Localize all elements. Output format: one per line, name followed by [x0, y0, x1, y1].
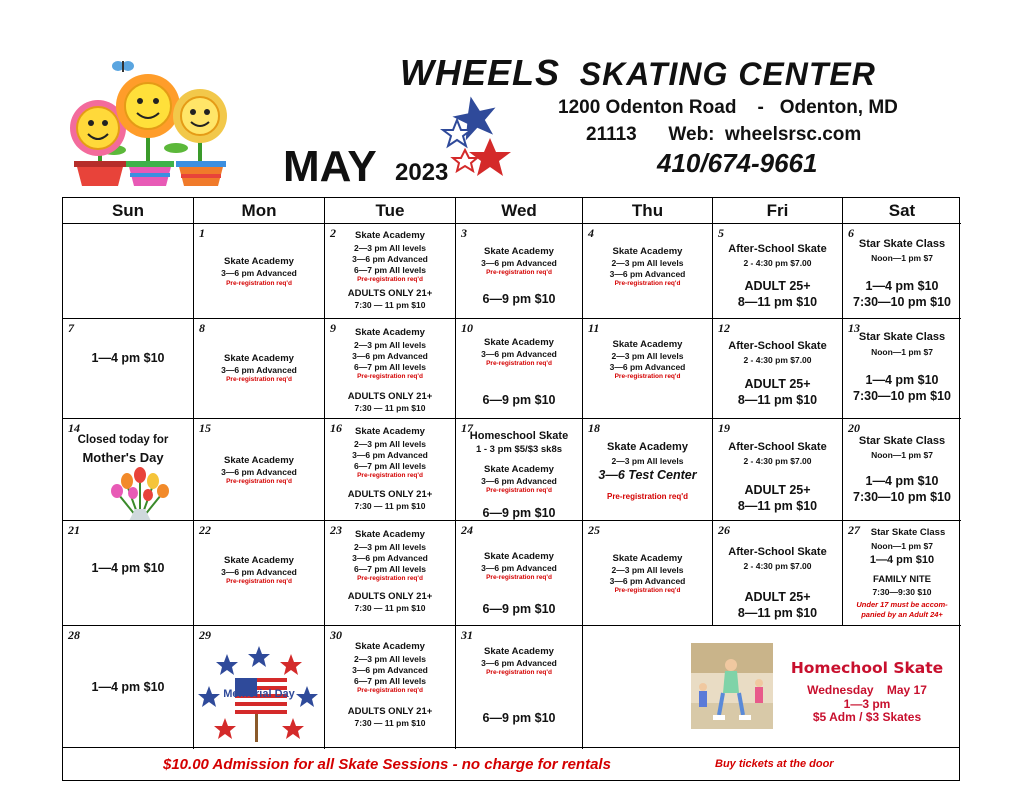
- event-title: Skate Academy: [224, 256, 294, 267]
- day-cell-23: [325, 520, 456, 625]
- event-note: Pre-registration req'd: [486, 669, 552, 676]
- skaters-photo: [691, 643, 773, 729]
- event-note: Pre-registration req'd: [226, 478, 292, 485]
- day-cell-7: [63, 318, 194, 418]
- event-title: ADULTS ONLY 21+: [347, 288, 433, 299]
- day-number: 2: [330, 226, 336, 240]
- event-time: 1—4 pm $10: [865, 279, 939, 293]
- promo-time: 1—3 pm: [843, 697, 891, 711]
- event-title: Skate Academy: [355, 327, 425, 338]
- event-title: ADULTS ONLY 21+: [347, 706, 433, 717]
- day-cell-15: [194, 418, 325, 520]
- day-cell-4: [583, 223, 713, 318]
- day-cell-empty: [63, 223, 194, 318]
- day-number: 9: [330, 321, 336, 335]
- homeschool-title: Homeschool Skate: [469, 430, 569, 442]
- day-cell-17: [456, 418, 583, 520]
- day-number: 15: [199, 421, 211, 435]
- day-cell-5: [713, 223, 843, 318]
- day-number: 31: [461, 628, 473, 642]
- event-title: ADULTS ONLY 21+: [347, 391, 433, 402]
- event-time: 3—6 pm Advanced: [481, 349, 557, 359]
- event-time: 7:30 — 11 pm $10: [354, 603, 426, 613]
- event-note: Pre-registration req'd: [614, 280, 681, 287]
- day-cell-2: [325, 223, 456, 318]
- event-time: 6—7 pm All levels: [354, 676, 426, 686]
- event-time: 2 - 4:30 pm $7.00: [743, 561, 812, 571]
- day-cell-29: [194, 625, 325, 749]
- memorial-day-banner: Memorial Day: [223, 688, 295, 700]
- event-time: 8—11 pm $10: [737, 606, 818, 620]
- footer-bar: [63, 747, 959, 780]
- day-number: 17: [461, 421, 473, 435]
- promo-date: Wednesday May 17: [807, 683, 927, 697]
- day-cell-21: [63, 520, 194, 625]
- day-cell-1: [194, 223, 325, 318]
- family-nite: FAMILY NITE: [872, 574, 932, 585]
- event-time: 6—9 pm $10: [482, 506, 556, 520]
- event-time: 2—3 pm All levels: [354, 542, 426, 552]
- event-title: ADULT 25+: [744, 279, 811, 293]
- event-title: Star Skate Class: [858, 331, 946, 343]
- event-time: 1—4 pm $10: [91, 561, 165, 575]
- day-cell-11: [583, 318, 713, 418]
- day-cell-22: [194, 520, 325, 625]
- year-title: 2023: [395, 159, 449, 186]
- event-time: 2—3 pm All levels: [354, 243, 426, 253]
- event-note: Pre-registration req'd: [486, 487, 552, 494]
- event-time: 7:30—9:30 $10: [872, 587, 932, 597]
- day-number: 27: [848, 523, 860, 537]
- event-time: 2 - 4:30 pm $7.00: [743, 258, 812, 268]
- event-time: 7:30—10 pm $10: [853, 389, 951, 403]
- event-time: 3—6 pm Advanced: [221, 268, 297, 278]
- event-note: Pre-registration req'd: [606, 492, 689, 501]
- event-time: 8—11 pm $10: [737, 393, 818, 407]
- event-note: Pre-registration req'd: [486, 360, 552, 367]
- day-cell-16: [325, 418, 456, 520]
- event-time: 1 - 3 pm $5/$3 sk8s: [475, 444, 563, 455]
- holiday-name: Mother's Day: [82, 450, 164, 465]
- day-cell-31: [456, 625, 583, 749]
- day-number: 8: [199, 321, 205, 335]
- event-time: 3—6 pm Advanced: [352, 553, 428, 563]
- day-cell-24: [456, 520, 583, 625]
- event-title: Skate Academy: [612, 246, 683, 257]
- event-time: 6—9 pm $10: [482, 393, 556, 407]
- day-cell-30: [325, 625, 456, 749]
- day-cell-13: [843, 318, 961, 418]
- day-number: 24: [461, 523, 473, 537]
- day-cell-10: [456, 318, 583, 418]
- day-cell-8: [194, 318, 325, 418]
- day-number: 19: [718, 421, 730, 435]
- event-time: 2—3 pm All levels: [611, 565, 684, 575]
- event-note: Pre-registration req'd: [614, 587, 681, 594]
- event-time: 2—3 pm All levels: [611, 351, 684, 361]
- day-cell-18: [583, 418, 713, 520]
- day-cell-28: [63, 625, 194, 749]
- stars-icon: [435, 92, 515, 180]
- event-title: Skate Academy: [224, 455, 294, 466]
- event-time: 3—6 pm Advanced: [481, 658, 557, 668]
- event-time: 1—4 pm $10: [91, 680, 165, 694]
- weekday-thu: Thu: [583, 198, 713, 223]
- day-cell-12: [713, 318, 843, 418]
- event-time: 2—3 pm All levels: [354, 340, 426, 350]
- day-number: 30: [330, 628, 342, 642]
- butterfly-icon: [112, 61, 134, 72]
- event-time: 3—6 pm Advanced: [352, 351, 428, 361]
- weekday-tue: Tue: [325, 198, 456, 223]
- day-number: 26: [718, 523, 730, 537]
- day-cell-27: [843, 520, 961, 625]
- event-time: 6—7 pm All levels: [354, 362, 426, 372]
- event-time: 3—6 pm Advanced: [221, 467, 297, 477]
- event-title: ADULT 25+: [744, 377, 811, 391]
- event-time: 3—6 pm Advanced: [481, 563, 557, 573]
- rink-name: WHEELS: [400, 52, 561, 93]
- event-title: Skate Academy: [355, 230, 425, 241]
- day-cell-14: [63, 418, 194, 520]
- day-number: 20: [848, 421, 860, 435]
- event-time: 7:30 — 11 pm $10: [354, 718, 426, 728]
- event-title: Skate Academy: [224, 555, 294, 566]
- day-number: 28: [68, 628, 80, 642]
- address-line-2: 21113 Web: wheelsrsc.com: [586, 124, 862, 145]
- event-time: 7:30 — 11 pm $10: [354, 403, 426, 413]
- event-title: Skate Academy: [484, 464, 554, 475]
- day-number: 12: [718, 321, 730, 335]
- event-time: Noon—1 pm $7: [871, 541, 933, 551]
- promo-price: $5 Adm / $3 Skates: [812, 710, 922, 724]
- event-time: 3—6 pm Advanced: [352, 254, 428, 264]
- event-note: Pre-registration req'd: [357, 575, 423, 582]
- event-time: 1—4 pm $10: [869, 554, 935, 566]
- event-time: 2—3 pm All levels: [611, 456, 684, 466]
- event-note: Pre-registration req'd: [357, 687, 423, 694]
- day-number: 13: [848, 321, 860, 335]
- event-title: ADULTS ONLY 21+: [347, 591, 433, 602]
- weekday-wed: Wed: [456, 198, 583, 223]
- day-cell-3: [456, 223, 583, 318]
- day-cell-20: [843, 418, 961, 520]
- test-center: 3—6 Test Center: [598, 468, 697, 482]
- day-number: 22: [199, 523, 211, 537]
- weekday-sat: Sat: [888, 201, 916, 220]
- event-title: After-School Skate: [728, 243, 827, 255]
- phone-number: 410/674-9661: [657, 148, 818, 178]
- admission-note: $10.00 Admission for all Skate Sessions - no charge for rentals: [163, 756, 611, 773]
- rink-name-rest: SKATING CENTER: [579, 56, 876, 92]
- event-note: Pre-registration req'd: [357, 276, 423, 283]
- event-time: 2 - 4:30 pm $7.00: [743, 355, 812, 365]
- event-time: 8—11 pm $10: [737, 295, 818, 309]
- event-time: 2—3 pm All levels: [354, 439, 426, 449]
- event-note: Pre-registration req'd: [226, 578, 292, 585]
- day-number: 25: [588, 523, 600, 537]
- event-title: Star Skate Class: [858, 435, 946, 447]
- event-title: Skate Academy: [612, 553, 683, 564]
- event-note: Pre-registration req'd: [486, 269, 552, 276]
- event-time: 3—6 pm Advanced: [221, 365, 297, 375]
- event-time: 6—9 pm $10: [482, 711, 556, 725]
- event-time: 6—7 pm All levels: [354, 564, 426, 574]
- event-time: 3—6 pm Advanced: [352, 450, 428, 460]
- day-number: 7: [68, 321, 74, 335]
- event-title: Star Skate Class: [858, 238, 946, 250]
- event-time: 3—6 pm Advanced: [221, 567, 297, 577]
- day-number: 10: [461, 321, 473, 335]
- event-note: Pre-registration req'd: [486, 574, 552, 581]
- event-time: 7:30—10 pm $10: [853, 490, 951, 504]
- event-time: 3—6 pm Advanced: [609, 269, 686, 279]
- event-time: 2—3 pm All levels: [354, 654, 426, 664]
- event-time: 7:30 — 11 pm $10: [354, 300, 426, 310]
- event-title: After-School Skate: [728, 340, 827, 352]
- event-time: 3—6 pm Advanced: [352, 665, 428, 675]
- month-title: MAY: [283, 142, 377, 191]
- event-title: ADULT 25+: [744, 483, 811, 497]
- event-title: Skate Academy: [484, 646, 554, 657]
- event-title: Skate Academy: [484, 337, 554, 348]
- event-note: Pre-registration req'd: [357, 472, 423, 479]
- age-note: panied by an Adult 24+: [861, 610, 943, 619]
- event-time: Noon—1 pm $7: [871, 347, 933, 357]
- event-title: Skate Academy: [355, 641, 425, 652]
- event-time: 6—7 pm All levels: [354, 461, 426, 471]
- event-note: Pre-registration req'd: [226, 280, 292, 287]
- event-time: 8—11 pm $10: [737, 499, 818, 513]
- day-number: 14: [68, 421, 80, 435]
- address-line-1: 1200 Odenton Road - Odenton, MD: [558, 97, 898, 118]
- event-title: Skate Academy: [612, 339, 683, 350]
- event-time: 3—6 pm Advanced: [609, 576, 686, 586]
- day-cell-9: [325, 318, 456, 418]
- day-number: 18: [588, 421, 600, 435]
- event-title: ADULTS ONLY 21+: [347, 489, 433, 500]
- day-number: 4: [588, 226, 594, 240]
- weekday-fri: Fri: [713, 198, 843, 223]
- event-title: ADULT 25+: [744, 590, 811, 604]
- tickets-note: Buy tickets at the door: [715, 758, 834, 770]
- weekday-mon: Mon: [194, 198, 325, 223]
- event-time: 6—7 pm All levels: [354, 265, 426, 275]
- event-time: 6—9 pm $10: [482, 292, 556, 306]
- event-title: Skate Academy: [607, 441, 688, 453]
- event-time: 7:30—10 pm $10: [853, 295, 951, 309]
- promo-area: [583, 625, 961, 749]
- calendar-grid: [62, 197, 960, 781]
- event-time: Noon—1 pm $7: [871, 253, 933, 263]
- event-time: 1—4 pm $10: [865, 474, 939, 488]
- day-cell-26: [713, 520, 843, 625]
- day-number: 23: [330, 523, 342, 537]
- event-note: Pre-registration req'd: [226, 376, 292, 383]
- age-note: Under 17 must be accom-: [856, 600, 948, 609]
- event-title: Skate Academy: [355, 426, 425, 437]
- event-title: After-School Skate: [728, 546, 827, 558]
- event-note: Pre-registration req'd: [614, 373, 681, 380]
- event-time: 3—6 pm Advanced: [481, 476, 557, 486]
- day-number: 1: [199, 226, 205, 240]
- event-time: 6—9 pm $10: [482, 602, 556, 616]
- day-cell-19: [713, 418, 843, 520]
- event-title: Star Skate Class: [870, 527, 946, 538]
- day-cell-6: [843, 223, 961, 318]
- event-time: 1—4 pm $10: [865, 373, 939, 387]
- rink-title: [400, 52, 876, 94]
- closed-notice: Closed today for: [77, 434, 169, 446]
- weekday-sun: Sun: [63, 198, 194, 223]
- event-note: Pre-registration req'd: [357, 373, 423, 380]
- day-number: 3: [461, 226, 467, 240]
- event-title: After-School Skate: [728, 441, 827, 453]
- day-number: 6: [848, 226, 854, 240]
- day-number: 29: [199, 628, 211, 642]
- event-time: 1—4 pm $10: [91, 351, 165, 365]
- event-time: 3—6 pm Advanced: [481, 258, 557, 268]
- event-time: 2—3 pm All levels: [611, 258, 684, 268]
- event-time: Noon—1 pm $7: [871, 450, 933, 460]
- day-number: 16: [330, 421, 342, 435]
- event-time: 3—6 pm Advanced: [609, 362, 686, 372]
- day-cell-25: [583, 520, 713, 625]
- flowers-icon: [58, 58, 236, 188]
- event-title: Skate Academy: [484, 246, 554, 257]
- event-title: Skate Academy: [355, 529, 425, 540]
- tulips-icon: [105, 465, 175, 520]
- day-number: 5: [718, 226, 724, 240]
- promo-title: Homechool Skate: [790, 659, 944, 677]
- event-title: Skate Academy: [484, 551, 554, 562]
- day-number: 11: [588, 321, 600, 335]
- event-time: 2 - 4:30 pm $7.00: [743, 456, 812, 466]
- event-time: 7:30 — 11 pm $10: [354, 501, 426, 511]
- day-number: 21: [68, 523, 80, 537]
- event-title: Skate Academy: [224, 353, 294, 364]
